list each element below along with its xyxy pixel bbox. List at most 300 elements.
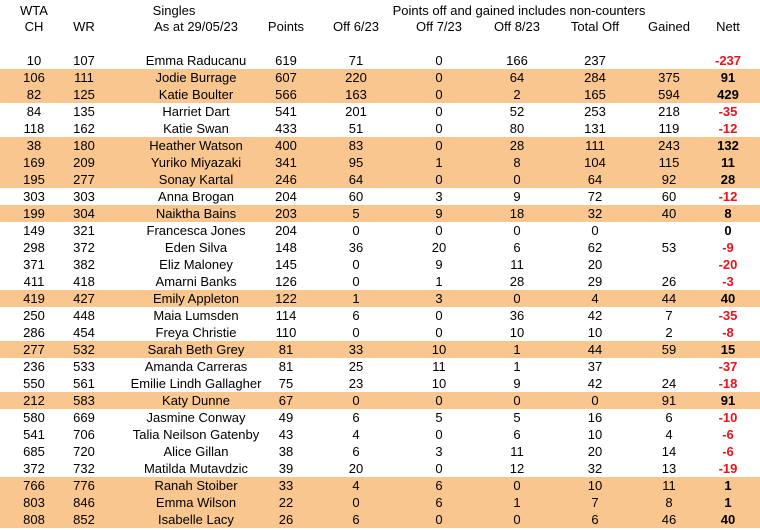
cell-ch: 303 <box>23 189 45 204</box>
cell-total: 104 <box>584 155 606 170</box>
cell-total: 16 <box>587 410 603 425</box>
cell-points: 38 <box>278 444 294 459</box>
cell-points: 122 <box>275 291 297 306</box>
cell-wr: 180 <box>73 138 95 153</box>
cell-gained: 91 <box>661 393 677 408</box>
cell-ch: 236 <box>23 359 45 374</box>
cell-off2: 3 <box>435 291 443 306</box>
cell-wr: 382 <box>73 257 95 272</box>
cell-off1: 220 <box>345 70 367 85</box>
cell-points: 39 <box>278 461 294 476</box>
cell-ch: 411 <box>23 274 45 289</box>
cell-points: 148 <box>275 240 297 255</box>
cell-off2: 10 <box>431 376 447 391</box>
cell-wr: 107 <box>73 53 95 68</box>
cell-points: 433 <box>275 121 297 136</box>
cell-nett: -12 <box>718 189 738 204</box>
cell-off1: 0 <box>352 325 360 340</box>
cell-points: 566 <box>275 87 297 102</box>
cell-total: 6 <box>591 512 599 527</box>
cell-name: Heather Watson <box>149 138 243 153</box>
cell-total: 4 <box>591 291 599 306</box>
cell-gained: 2 <box>665 325 673 340</box>
cell-off2: 0 <box>435 427 443 442</box>
header-wr: WR <box>73 19 95 34</box>
cell-gained: 243 <box>658 138 680 153</box>
cell-gained: 40 <box>661 206 677 221</box>
cell-off2: 0 <box>435 104 443 119</box>
cell-ch: 371 <box>23 257 45 272</box>
cell-nett: -3 <box>722 274 734 289</box>
cell-total: 111 <box>585 138 605 153</box>
cell-off2: 1 <box>435 274 443 289</box>
cell-gained: 8 <box>665 495 673 510</box>
cell-ch: 419 <box>23 291 45 306</box>
cell-gained: 14 <box>661 444 677 459</box>
cell-ch: 106 <box>23 70 45 85</box>
cell-name: Eliz Maloney <box>159 257 233 272</box>
cell-name: Alice Gillan <box>163 444 229 459</box>
cell-nett: 28 <box>720 172 736 187</box>
cell-off2: 6 <box>435 478 443 493</box>
cell-nett: 429 <box>717 87 739 102</box>
cell-name: Ranah Stoiber <box>154 478 238 493</box>
cell-total: 42 <box>587 308 603 323</box>
cell-points: 114 <box>275 308 297 323</box>
cell-gained: 26 <box>661 274 677 289</box>
cell-wr: 669 <box>73 410 95 425</box>
cell-name: Sonay Kartal <box>158 172 234 187</box>
cell-nett: -12 <box>718 121 738 136</box>
cell-off3: 166 <box>506 53 528 68</box>
header-ch: CH <box>24 19 44 34</box>
cell-off2: 0 <box>435 53 443 68</box>
cell-wr: 209 <box>73 155 95 170</box>
cell-off3: 1 <box>513 359 521 374</box>
cell-ch: 82 <box>26 87 42 102</box>
cell-off3: 11 <box>510 444 524 459</box>
cell-nett: 91 <box>720 70 736 85</box>
cell-gained: 375 <box>658 70 680 85</box>
cell-off3: 28 <box>509 274 525 289</box>
table-row <box>0 188 760 205</box>
cell-ch: 766 <box>23 478 45 493</box>
cell-name: Naiktha Bains <box>155 206 237 221</box>
cell-wr: 418 <box>73 274 95 289</box>
table-row <box>0 443 760 460</box>
cell-name: Francesca Jones <box>146 223 246 238</box>
cell-wr: 277 <box>73 172 95 187</box>
table-row <box>0 205 760 222</box>
cell-off3: 6 <box>513 427 521 442</box>
cell-nett: 1 <box>724 478 732 493</box>
cell-points: 43 <box>278 427 294 442</box>
table-row <box>0 426 760 443</box>
cell-off1: 6 <box>352 512 360 527</box>
cell-points: 49 <box>278 410 294 425</box>
cell-off2: 1 <box>435 155 443 170</box>
cell-off1: 33 <box>348 342 364 357</box>
cell-points: 400 <box>275 138 297 153</box>
cell-total: 32 <box>587 206 603 221</box>
cell-off3: 18 <box>509 206 525 221</box>
cell-nett: 40 <box>720 291 736 306</box>
cell-name: Emma Raducanu <box>145 53 247 68</box>
cell-ch: 550 <box>23 376 45 391</box>
cell-points: 619 <box>275 53 297 68</box>
cell-wr: 448 <box>73 308 95 323</box>
cell-nett: 11 <box>721 155 735 170</box>
cell-wr: 583 <box>73 393 95 408</box>
cell-off3: 1 <box>513 342 521 357</box>
cell-gained: 119 <box>658 121 680 136</box>
cell-points: 607 <box>275 70 297 85</box>
header-gained: Gained <box>648 19 690 34</box>
cell-points: 204 <box>275 223 297 238</box>
cell-total: 64 <box>587 172 603 187</box>
cell-name: Anna Brogan <box>158 189 234 204</box>
cell-gained: 13 <box>661 461 677 476</box>
cell-nett: 132 <box>717 138 739 153</box>
cell-nett: 1 <box>724 495 732 510</box>
cell-total: 20 <box>587 444 603 459</box>
cell-off1: 64 <box>348 172 364 187</box>
cell-ch: 169 <box>23 155 45 170</box>
cell-total: 10 <box>587 427 603 442</box>
cell-total: 42 <box>587 376 603 391</box>
cell-total: 62 <box>587 240 603 255</box>
cell-off3: 10 <box>509 325 525 340</box>
cell-name: Jodie Burrage <box>155 70 237 85</box>
cell-nett: -6 <box>722 444 734 459</box>
cell-gained: 11 <box>662 478 676 493</box>
cell-nett: 0 <box>724 223 732 238</box>
cell-off1: 5 <box>352 206 360 221</box>
cell-total: 37 <box>587 359 603 374</box>
cell-wr: 776 <box>73 478 95 493</box>
cell-off3: 6 <box>513 240 521 255</box>
cell-off1: 1 <box>352 291 360 306</box>
cell-ch: 149 <box>23 223 45 238</box>
cell-points: 246 <box>275 172 297 187</box>
cell-off1: 83 <box>348 138 364 153</box>
table-row <box>0 222 760 239</box>
cell-off3: 80 <box>509 121 525 136</box>
cell-off1: 6 <box>352 308 360 323</box>
cell-name: Emily Appleton <box>153 291 239 306</box>
table-row <box>0 375 760 392</box>
cell-name: Yuriko Miyazaki <box>150 155 242 170</box>
table-row <box>0 137 760 154</box>
cell-nett: -8 <box>722 325 734 340</box>
cell-total: 0 <box>591 393 599 408</box>
cell-off2: 11 <box>432 359 446 374</box>
cell-nett: 40 <box>720 512 736 527</box>
cell-gained: 6 <box>665 410 673 425</box>
cell-nett: 8 <box>724 206 732 221</box>
cell-nett: -20 <box>718 257 738 272</box>
cell-total: 10 <box>587 325 603 340</box>
cell-off2: 0 <box>435 121 443 136</box>
table-row <box>0 307 760 324</box>
cell-off2: 9 <box>435 206 443 221</box>
cell-wr: 533 <box>73 359 95 374</box>
cell-wr: 561 <box>73 376 95 391</box>
cell-points: 22 <box>278 495 294 510</box>
cell-off1: 0 <box>352 274 360 289</box>
cell-off1: 4 <box>352 427 360 442</box>
cell-points: 33 <box>278 478 294 493</box>
cell-off3: 2 <box>513 87 521 102</box>
cell-total: 32 <box>587 461 603 476</box>
header-off-6-23: Off 6/23 <box>332 19 380 34</box>
cell-ch: 685 <box>23 444 45 459</box>
cell-gained: 53 <box>661 240 677 255</box>
cell-name: Amanda Carreras <box>144 359 248 374</box>
cell-off1: 0 <box>352 393 360 408</box>
cell-nett: 91 <box>720 393 736 408</box>
cell-off2: 10 <box>431 342 447 357</box>
cell-off1: 36 <box>348 240 364 255</box>
cell-gained: 44 <box>661 291 677 306</box>
cell-wr: 454 <box>73 325 95 340</box>
cell-gained: 92 <box>661 172 677 187</box>
cell-ch: 286 <box>23 325 45 340</box>
cell-name: Katie Swan <box>163 121 229 136</box>
cell-total: 7 <box>591 495 599 510</box>
cell-points: 110 <box>275 325 297 340</box>
table-row <box>0 324 760 341</box>
cell-name: Harriet Dart <box>162 104 230 119</box>
cell-ch: 277 <box>23 342 45 357</box>
table-row <box>0 273 760 290</box>
cell-gained: 218 <box>658 104 680 119</box>
cell-off3: 0 <box>513 291 521 306</box>
cell-wr: 372 <box>73 240 95 255</box>
cell-off1: 163 <box>345 87 367 102</box>
cell-gained: 46 <box>661 512 677 527</box>
cell-nett: -237 <box>714 53 742 68</box>
header-singles: Singles <box>152 3 196 18</box>
cell-off1: 95 <box>348 155 364 170</box>
table-row <box>0 511 760 528</box>
cell-ch: 580 <box>23 410 45 425</box>
cell-name: Maia Lumsden <box>153 308 239 323</box>
cell-nett: -10 <box>718 410 738 425</box>
cell-off3: 5 <box>513 410 521 425</box>
cell-off1: 51 <box>348 121 364 136</box>
cell-off3: 64 <box>509 70 525 85</box>
cell-name: Isabelle Lacy <box>158 512 234 527</box>
cell-ch: 195 <box>23 172 45 187</box>
cell-off1: 60 <box>348 189 364 204</box>
cell-nett: -9 <box>722 240 734 255</box>
cell-name: Katie Boulter <box>158 87 234 102</box>
cell-gained: 4 <box>665 427 673 442</box>
cell-off3: 0 <box>513 512 521 527</box>
cell-off1: 201 <box>345 104 367 119</box>
cell-points: 126 <box>275 274 297 289</box>
cell-name: Sarah Beth Grey <box>147 342 245 357</box>
cell-off3: 12 <box>509 461 525 476</box>
cell-ch: 84 <box>26 104 42 119</box>
table-row <box>0 69 760 86</box>
cell-off3: 8 <box>513 155 521 170</box>
cell-nett: 15 <box>720 342 736 357</box>
cell-off3: 9 <box>513 189 521 204</box>
cell-ch: 38 <box>26 138 42 153</box>
cell-ch: 803 <box>23 495 45 510</box>
cell-off3: 36 <box>509 308 525 323</box>
cell-off2: 0 <box>435 512 443 527</box>
cell-off3: 9 <box>513 376 521 391</box>
table-row <box>0 358 760 375</box>
cell-off1: 6 <box>352 410 360 425</box>
header-points: Points <box>267 19 305 34</box>
cell-points: 81 <box>278 359 294 374</box>
cell-points: 67 <box>278 393 294 408</box>
cell-off1: 0 <box>352 223 360 238</box>
cell-total: 253 <box>584 104 606 119</box>
cell-name: Jasmine Conway <box>146 410 246 425</box>
cell-points: 204 <box>275 189 297 204</box>
cell-off1: 0 <box>352 257 360 272</box>
cell-off2: 0 <box>435 223 443 238</box>
cell-points: 75 <box>278 376 294 391</box>
cell-ch: 250 <box>23 308 45 323</box>
cell-gained: 594 <box>658 87 680 102</box>
header-points-note: Points off and gained includes non-counters <box>392 3 646 18</box>
cell-points: 341 <box>275 155 297 170</box>
cell-off1: 20 <box>348 461 364 476</box>
cell-off2: 20 <box>431 240 447 255</box>
table-row <box>0 86 760 103</box>
cell-wr: 304 <box>73 206 95 221</box>
cell-wr: 720 <box>73 444 95 459</box>
table-row <box>0 477 760 494</box>
cell-off3: 0 <box>513 393 521 408</box>
cell-name: Talia Neilson Gatenby <box>132 427 260 442</box>
cell-off3: 1 <box>513 495 521 510</box>
table-row <box>0 290 760 307</box>
cell-total: 237 <box>584 53 606 68</box>
cell-total: 10 <box>587 478 603 493</box>
cell-points: 541 <box>275 104 297 119</box>
cell-name: Amarni Banks <box>155 274 237 289</box>
table-row <box>0 103 760 120</box>
cell-off2: 3 <box>435 444 443 459</box>
table-row <box>0 120 760 137</box>
cell-total: 165 <box>584 87 606 102</box>
cell-off1: 0 <box>352 495 360 510</box>
cell-wr: 852 <box>73 512 95 527</box>
cell-total: 29 <box>587 274 603 289</box>
cell-wr: 162 <box>73 121 95 136</box>
table-row <box>0 494 760 511</box>
cell-name: Katy Dunne <box>162 393 230 408</box>
table-row <box>0 409 760 426</box>
cell-off1: 23 <box>348 376 364 391</box>
cell-ch: 118 <box>23 121 45 136</box>
cell-points: 81 <box>278 342 294 357</box>
cell-wr: 321 <box>73 223 95 238</box>
cell-gained: 59 <box>661 342 677 357</box>
cell-ch: 541 <box>23 427 45 442</box>
cell-off3: 28 <box>509 138 525 153</box>
cell-nett: -37 <box>718 359 738 374</box>
cell-off2: 9 <box>435 257 443 272</box>
cell-points: 203 <box>275 206 297 221</box>
cell-total: 72 <box>587 189 603 204</box>
cell-off2: 0 <box>435 393 443 408</box>
cell-off1: 6 <box>352 444 360 459</box>
cell-gained: 60 <box>661 189 677 204</box>
cell-wr: 303 <box>73 189 95 204</box>
cell-total: 44 <box>587 342 603 357</box>
cell-wr: 706 <box>73 427 95 442</box>
cell-off2: 0 <box>435 87 443 102</box>
cell-wr: 732 <box>73 461 95 476</box>
cell-gained: 24 <box>661 376 677 391</box>
cell-off3: 0 <box>513 172 521 187</box>
table-row <box>0 171 760 188</box>
cell-off1: 4 <box>352 478 360 493</box>
cell-wr: 125 <box>73 87 95 102</box>
cell-gained: 115 <box>658 155 680 170</box>
cell-nett: -35 <box>718 104 738 119</box>
header-off-8-23: Off 8/23 <box>493 19 541 34</box>
table-row <box>0 239 760 256</box>
table-row <box>0 154 760 171</box>
table-row <box>0 341 760 358</box>
cell-off2: 5 <box>435 410 443 425</box>
cell-ch: 808 <box>23 512 45 527</box>
cell-ch: 10 <box>26 53 42 68</box>
header-as-at: As at 29/05/23 <box>154 19 238 34</box>
cell-wr: 111 <box>74 70 94 85</box>
cell-wr: 846 <box>73 495 95 510</box>
cell-name: Freya Christie <box>155 325 237 340</box>
table-row <box>0 460 760 477</box>
cell-points: 145 <box>275 257 297 272</box>
cell-off2: 0 <box>435 172 443 187</box>
cell-wr: 135 <box>73 104 95 119</box>
cell-nett: -6 <box>722 427 734 442</box>
cell-name: Matilda Mutavdzic <box>143 461 249 476</box>
cell-nett: -19 <box>718 461 738 476</box>
cell-off1: 25 <box>348 359 364 374</box>
cell-nett: -18 <box>718 376 738 391</box>
cell-gained: 7 <box>665 308 673 323</box>
cell-off2: 3 <box>435 189 443 204</box>
cell-off3: 52 <box>509 104 525 119</box>
cell-name: Emilie Lindh Gallagher <box>130 376 262 391</box>
header-nett: Nett <box>716 19 740 34</box>
cell-total: 0 <box>591 223 599 238</box>
cell-ch: 199 <box>23 206 45 221</box>
table-row <box>0 392 760 409</box>
cell-off3: 11 <box>510 257 524 272</box>
cell-total: 284 <box>584 70 606 85</box>
cell-off2: 0 <box>435 70 443 85</box>
cell-off2: 0 <box>435 461 443 476</box>
cell-off3: 0 <box>513 478 521 493</box>
header-off-7-23: Off 7/23 <box>415 19 463 34</box>
header-total-off: Total Off <box>570 19 620 34</box>
cell-off1: 71 <box>348 53 364 68</box>
cell-off3: 0 <box>513 223 521 238</box>
header-row-1 <box>0 2 760 18</box>
